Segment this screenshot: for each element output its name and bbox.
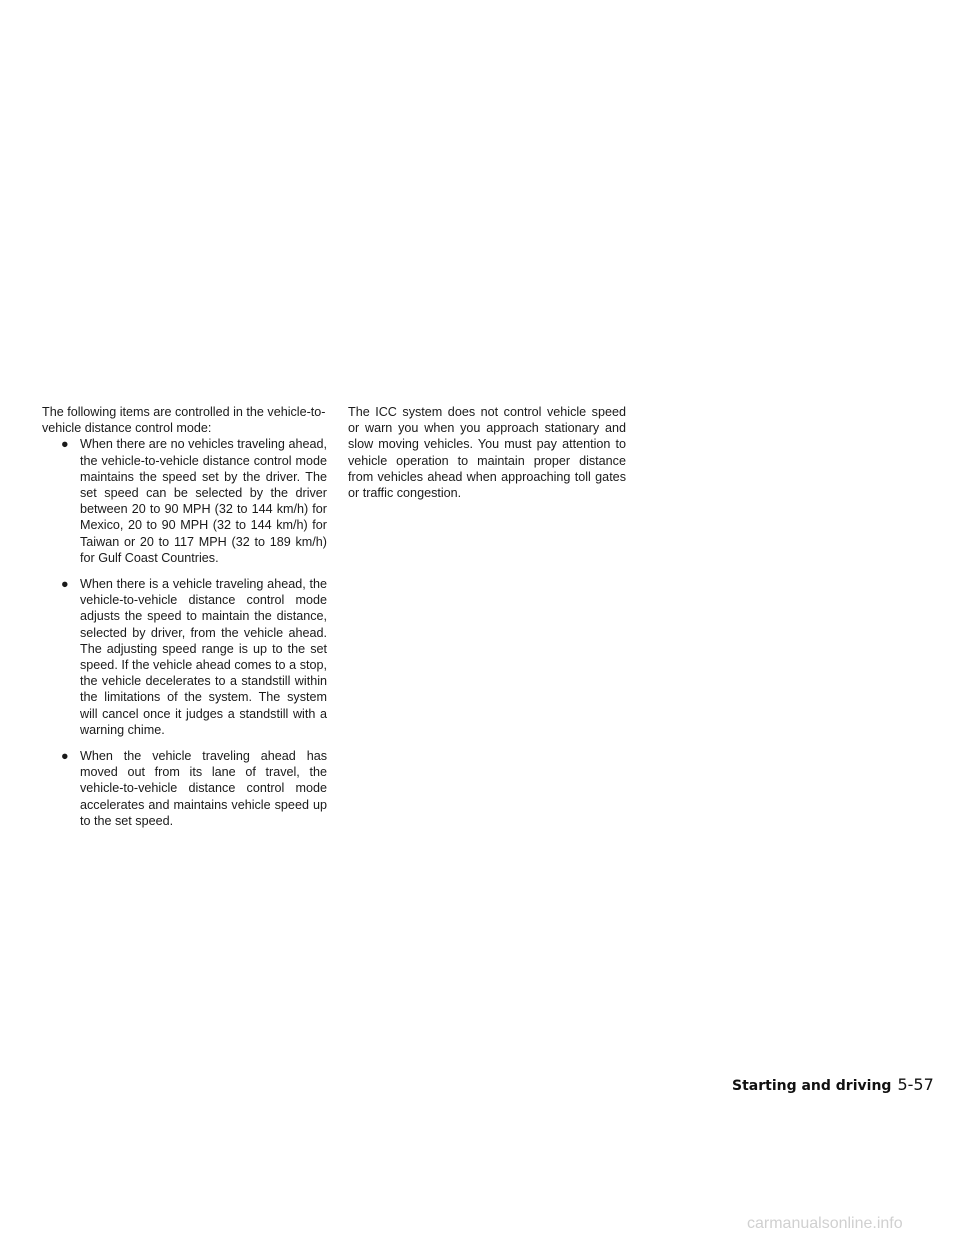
section-title: Starting and driving [732, 1078, 892, 1094]
bullet-text: When there is a vehicle traveling ahead, the vehicle-to-vehicle distance control mode adjusts the speed to maintain the distance, selected by driver, from the vehicle ahead. The adjusting speed range is up to the set speed. If the vehicle ahead comes to a stop, the vehicle decelerates to a standstill within the limitations of the system. The system will cancel once it judges a standstill with a warning chime. [80, 577, 327, 737]
page-number: 5-57 [897, 1075, 934, 1094]
right-column [348, 404, 626, 501]
bullet-text: When there are no vehicles traveling ahead, the vehicle-to-vehicle distance control mode maintains the speed set by the driver. The set speed can be selected by the driver between 20 to 90 MPH (32 to 144 km/h) for Mexico, 20 to 90 MPH (32 to 144 km/h) for Taiwan or 20 to 117 MPH (32 to 189 km/h) for Gulf Coast Countries. [80, 437, 327, 565]
list-item [42, 576, 327, 738]
left-column [42, 404, 327, 839]
page-footer [732, 1075, 934, 1094]
list-item [42, 748, 327, 829]
intro-paragraph: The following items are controlled in the vehicle-to-vehicle distance control mode: [42, 405, 326, 436]
bullet-icon: ● [61, 437, 69, 452]
bullet-text: When the vehicle traveling ahead has moved out from its lane of travel, the vehicle-to-vehicle distance control mode accelerates and maintains vehicle speed up to the set speed. [80, 749, 327, 828]
icc-note-paragraph: The ICC system does not control vehicle speed or warn you when you approach stationary and slow moving vehicles. You must pay attention to vehicle operation to maintain proper distance from vehicles ahead when approaching toll gates or traffic congestion. [348, 405, 626, 501]
list-item [42, 436, 327, 566]
watermark: carmanualsonline.info [747, 1215, 903, 1232]
bullet-icon: ● [61, 749, 69, 764]
bullet-list [42, 436, 327, 829]
bullet-icon: ● [61, 577, 69, 592]
